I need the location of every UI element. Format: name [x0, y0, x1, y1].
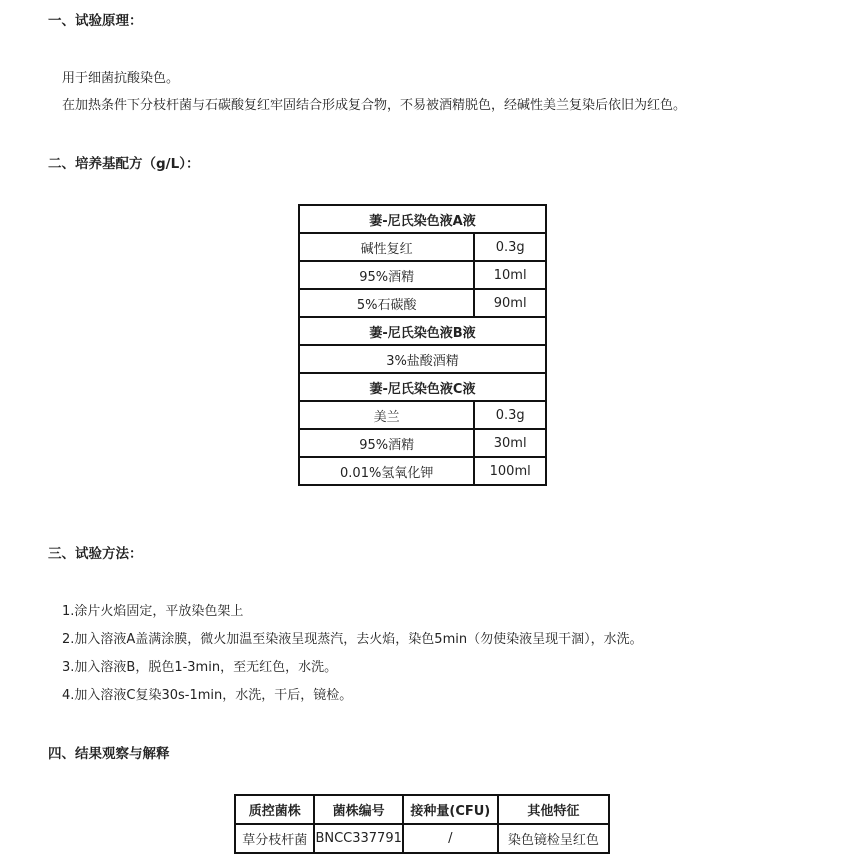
table-row: [299, 289, 546, 317]
method-step-4: 4.加入溶液C复染30s-1min，水洗，干后，镜检。: [62, 688, 353, 703]
liquid-a-title: 萋-尼氏染色液A液: [299, 205, 546, 233]
liquid-b-content: 3%盐酸酒精: [299, 345, 546, 373]
ingredient-amount: 0.3g: [474, 401, 546, 429]
formula-table: [298, 204, 547, 486]
liquid-c-title: 萋-尼氏染色液C液: [299, 373, 546, 401]
cell-other-features: 染色镜检呈红色: [498, 824, 609, 853]
table-row: [299, 401, 546, 429]
table-row: [299, 457, 546, 485]
cell-inoculum: /: [403, 824, 498, 853]
ingredient-name: 0.01%氢氧化钾: [299, 457, 474, 485]
section-heading-formula: 二、培养基配方（g/L）：: [48, 156, 200, 172]
cell-strain: 草分枝杆菌: [235, 824, 314, 853]
ingredient-amount: 10ml: [474, 261, 546, 289]
header-strain: 质控菌株: [235, 795, 314, 824]
table-row: [299, 429, 546, 457]
table-row: [299, 233, 546, 261]
table-row: [299, 261, 546, 289]
ingredient-amount: 30ml: [474, 429, 546, 457]
table-row: [299, 205, 546, 233]
table-row: [299, 317, 546, 345]
header-inoculum: 接种量(CFU): [403, 795, 498, 824]
table-row: [299, 373, 546, 401]
qc-table: [234, 794, 610, 854]
table-row: [235, 824, 609, 853]
method-step-2: 2.加入溶液A盖满涂膜，微火加温至染液呈现蒸汽，去火焰，染色5min（勿使染液呈现干涸），水洗。: [62, 632, 643, 647]
section-heading-method: 三、试验方法：: [48, 546, 143, 562]
ingredient-amount: 0.3g: [474, 233, 546, 261]
header-strain-id: 菌株编号: [314, 795, 402, 824]
table-header-row: [235, 795, 609, 824]
ingredient-name: 美兰: [299, 401, 474, 429]
ingredient-amount: 100ml: [474, 457, 546, 485]
ingredient-name: 碱性复红: [299, 233, 474, 261]
method-step-3: 3.加入溶液B，脱色1-3min，至无红色，水洗。: [62, 660, 338, 675]
header-other-features: 其他特征: [498, 795, 609, 824]
table-row: [299, 345, 546, 373]
method-step-1: 1.涂片火焰固定，平放染色架上: [62, 604, 244, 619]
ingredient-name: 95%酒精: [299, 429, 474, 457]
principle-line-2: 在加热条件下分枝杆菌与石碳酸复红牢固结合形成复合物，不易被酒精脱色，经碱性美兰复染后依旧为红色。: [62, 98, 687, 113]
ingredient-name: 95%酒精: [299, 261, 474, 289]
ingredient-name: 5%石碳酸: [299, 289, 474, 317]
liquid-b-title: 萋-尼氏染色液B液: [299, 317, 546, 345]
cell-strain-id: BNCC337791: [314, 824, 402, 853]
section-heading-results: 四、结果观察与解释: [48, 746, 170, 762]
section-heading-principle: 一、试验原理：: [48, 13, 143, 29]
ingredient-amount: 90ml: [474, 289, 546, 317]
principle-line-1: 用于细菌抗酸染色。: [62, 71, 180, 86]
